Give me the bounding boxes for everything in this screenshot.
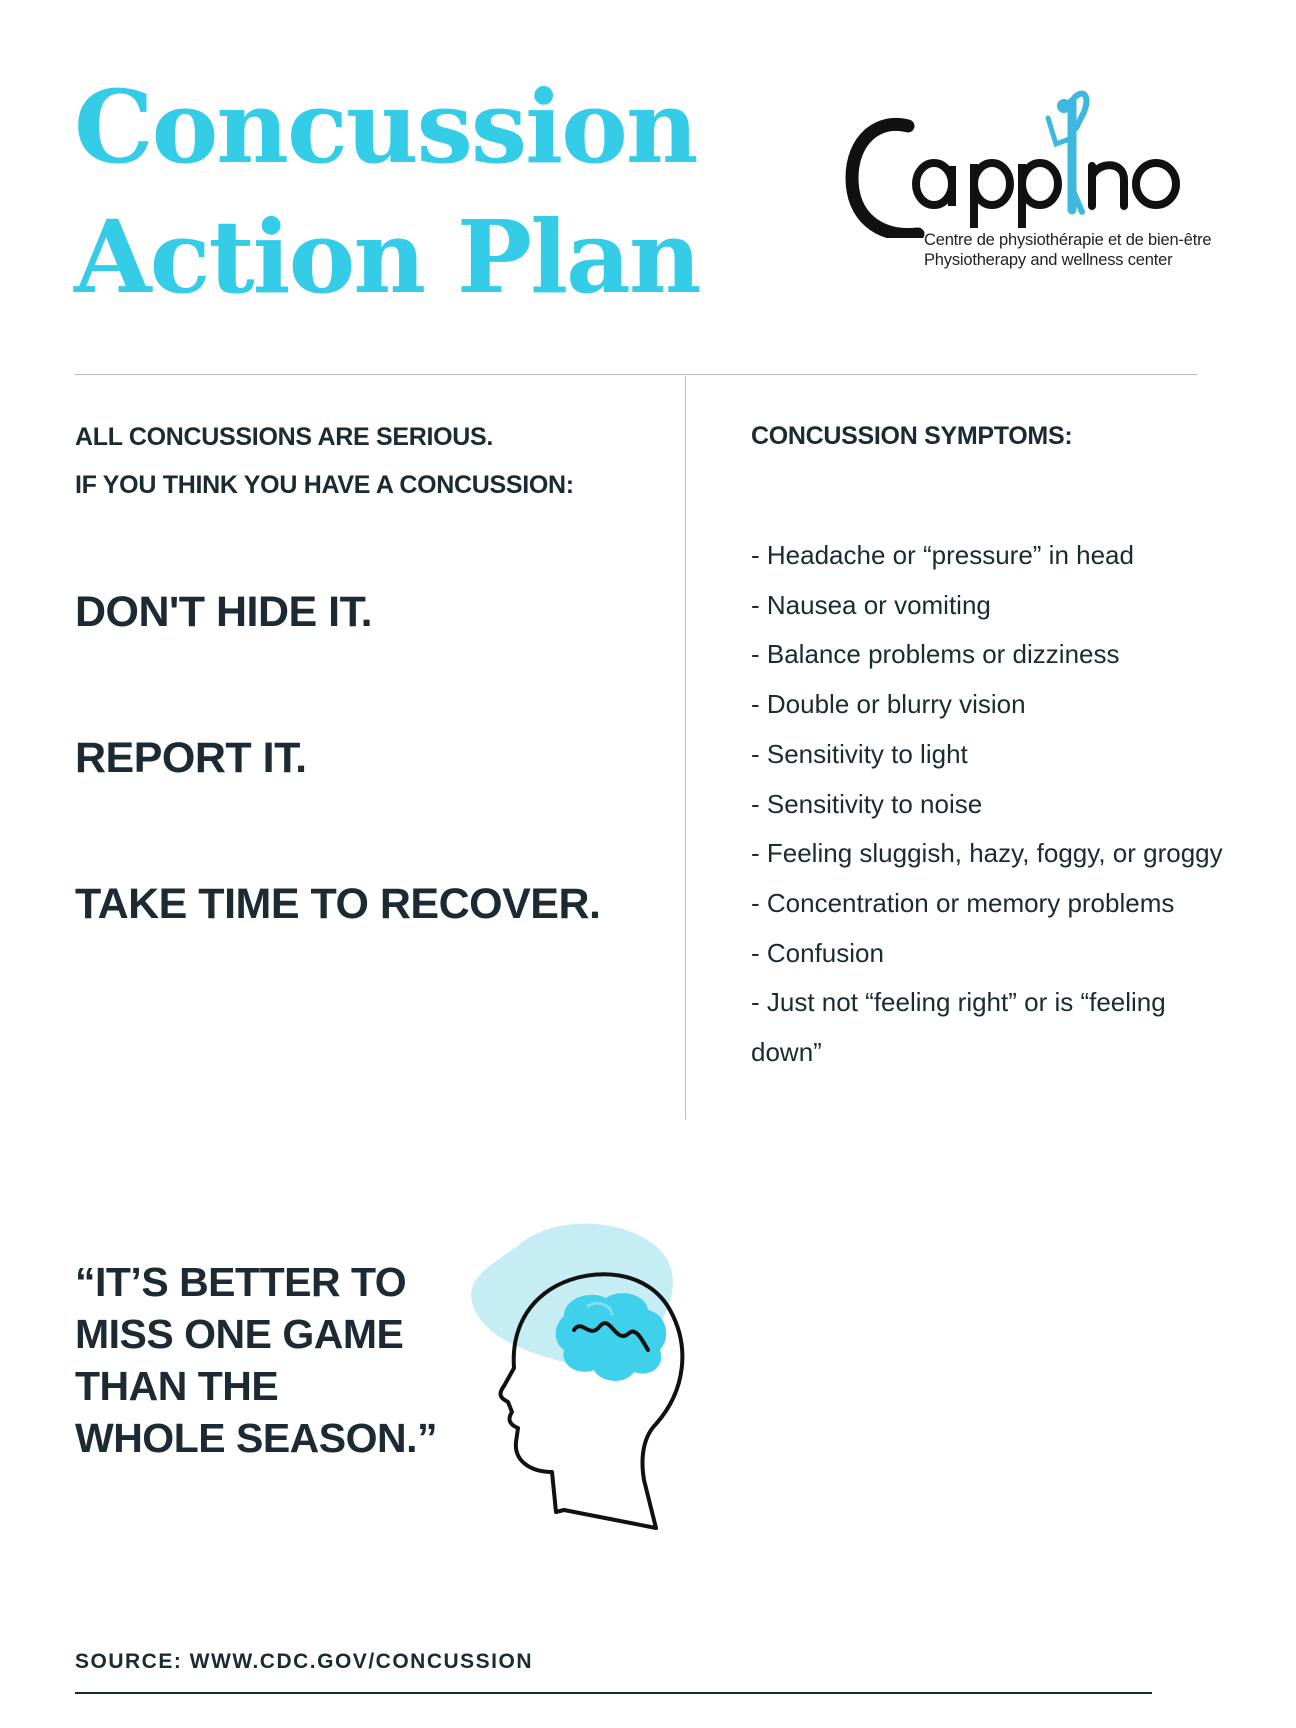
symptom-item: - Sensitivity to noise: [751, 788, 983, 819]
quote-line-4: WHOLE SEASON.”: [75, 1415, 438, 1461]
source-citation: SOURCE: WWW.CDC.GOV/CONCUSSION: [75, 1650, 533, 1673]
page-title: [74, 62, 700, 322]
symptom-item: - Feeling sluggish, hazy, foggy, or groggy: [751, 838, 1223, 869]
symptom-item: - Double or blurry vision: [751, 689, 1026, 720]
symptoms-list: [751, 531, 1251, 1078]
quote: [75, 1256, 437, 1464]
symptom-item-continued: down”: [751, 1037, 822, 1068]
action-report: REPORT IT.: [75, 734, 307, 782]
symptom-item: - Headache or “pressure” in head: [751, 540, 1134, 570]
column-divider: [685, 376, 686, 1119]
logo-tagline-fr: Centre de physiothérapie et de bien-être: [924, 231, 1212, 249]
cappino-wordmark-icon: [838, 78, 1198, 238]
head-brain-icon: [460, 1210, 720, 1540]
quote-line-3: THAN THE: [75, 1363, 279, 1409]
top-divider: [75, 374, 1197, 375]
quote-line-1: “IT’S BETTER TO: [75, 1259, 407, 1305]
intro-line-1: ALL CONCUSSIONS ARE SERIOUS.: [75, 423, 494, 451]
symptom-item: - Sensitivity to light: [751, 738, 968, 769]
action-recover: TAKE TIME TO RECOVER.: [75, 880, 601, 928]
logo-tagline: [924, 230, 1211, 270]
footer-rule: [75, 1692, 1152, 1694]
symptom-item: - Balance problems or dizziness: [751, 639, 1120, 670]
symptoms-heading: CONCUSSION SYMPTOMS:: [751, 422, 1073, 450]
symptom-item: - Confusion: [751, 937, 884, 968]
title-line-1: Concussion: [74, 68, 697, 186]
action-dont-hide: DON'T HIDE IT.: [75, 588, 373, 636]
symptom-item: - Just not “feeling right” or is “feeling: [751, 987, 1166, 1018]
cappino-logo: [838, 78, 1212, 278]
logo-tagline-en: Physiotherapy and wellness center: [924, 251, 1173, 269]
symptom-item: - Nausea or vomiting: [751, 589, 991, 620]
intro-line-2: IF YOU THINK YOU HAVE A CONCUSSION:: [75, 471, 574, 499]
title-line-2: Action Plan: [74, 198, 700, 316]
quote-line-2: MISS ONE GAME: [75, 1311, 404, 1357]
symptom-item: - Concentration or memory problems: [751, 887, 1175, 918]
intro-text: [75, 413, 574, 509]
